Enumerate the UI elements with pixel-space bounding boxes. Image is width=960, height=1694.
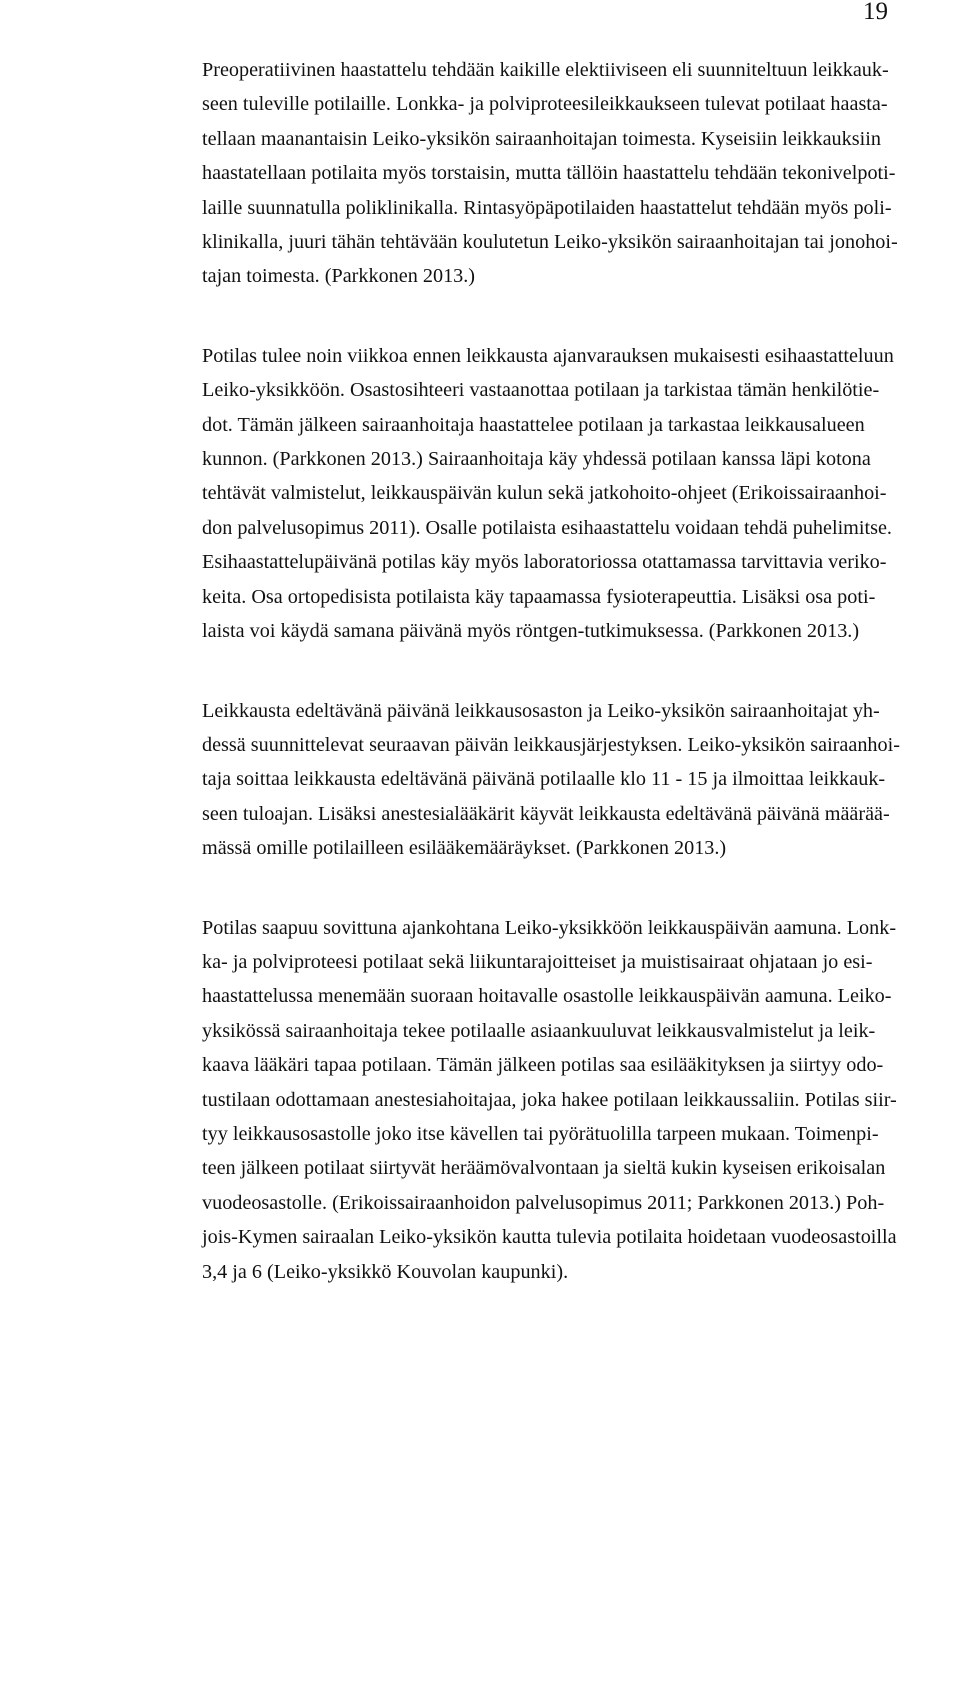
body-text [202, 53, 902, 1289]
paragraph-pre-interview-visit: Potilas tulee noin viikkoa ennen leikkausta ajanvarauksen mukaisesti esihaastatteluun Leiko-yksikköön. Osastosihteeri vastaanottaa potilaan ja tarkistaa tämän henkilötie- dot. Tämän jälkeen sairaanhoitaja haastattelee potilaan ja tarkastaa leikkausalueen kunnon. (Parkkonen 2013.) Sairaanhoitaja käy yhdessä potilaan kanssa läpi kotona tehtävät valmistelut, leikkauspäivän kulun sekä jatkohoito-ohjeet (Erikoissairaanhoi- don palvelusopimus 2011). Osalle potilaista esihaastattelu voidaan tehdä puhelimitse. Esihaastattelupäivänä potilas käy myös laboratoriossa otattamassa tarvittavia veriko- keita. Osa ortopedisista potilaista käy tapaamassa fysioterapeuttia. Lisäksi osa poti- laista voi käydä samana päivänä myös röntgen-tutkimuksessa. (Parkkonen 2013.) [202, 344, 894, 643]
paragraph-day-before-surgery: Leikkausta edeltävänä päivänä leikkausosaston ja Leiko-yksikön sairaanhoitajat yh- dessä suunnittelevat seuraavan päivän leikkausjärjestyksen. Leiko-yksikön sairaanhoi- taja soittaa leikkausta edeltävänä päivänä potilaalle klo 11 - 15 ja ilmoittaa leikkauk- seen tuloajan. Lisäksi anestesialääkärit käyvät leikkausta edeltävänä päivänä määrää- mässä omille potilailleen esilääkemääräykset. (Parkkonen 2013.) [202, 699, 900, 860]
page-number: 19 [863, 0, 888, 25]
paragraph-surgery-day: Potilas saapuu sovittuna ajankohtana Leiko-yksikköön leikkauspäivän aamuna. Lonk- ka- ja polviproteesi potilaat sekä liikuntarajoitteiset ja muistisairaat ohjataan jo esi- haastattelussa menemään suoraan hoitavalle osastolle leikkauspäivän aamuna. Leiko- yksikössä sairaanhoitaja tekee potilaalle asiaankuuluvat leikkausvalmistelut ja leik- kaava lääkäri tapaa potilaan. Tämän jälkeen potilas saa esilääkityksen ja siirtyy odo- tustilaan odottamaan anestesiahoitajaa, joka hakee potilaan leikkaussaliin. Potilas siir- tyy leikkausosastolle joko itse kävellen tai pyörätuolilla tarpeen mukaan. Toimenpi- teen jälkeen potilaat siirtyvät heräämövalvontaan ja sieltä kukin kyseisen erikoisalan vuodeosastolle. (Erikoissairaanhoidon palvelusopimus 2011; Parkkonen 2013.) Poh- jois-Kymen sairaalan Leiko-yksikön kautta tulevia potilaita hoidetaan vuodeosastoilla 3,4 ja 6 (Leiko-yksikkö Kouvolan kaupunki). [202, 916, 897, 1283]
paragraph-preoperative-interview: Preoperatiivinen haastattelu tehdään kaikille elektiiviseen eli suunniteltuun leikkauk- seen tuleville potilaille. Lonkka- ja polviproteesileikkaukseen tulevat potilaat haasta- tellaan maanantaisin Leiko-yksikön sairaanhoitajan toimesta. Kyseisiin leikkauksiin haastatellaan potilaita myös torstaisin, mutta tällöin haastattelu tehdään tekonivelpoti- laille suunnatulla poliklinikalla. Rintasyöpäpotilaiden haastattelut tehdään myös poli- klinikalla, juuri tähän tehtävään koulutetun Leiko-yksikön sairaanhoitajan tai jonohoi- tajan toimesta. (Parkkonen 2013.) [202, 59, 898, 288]
